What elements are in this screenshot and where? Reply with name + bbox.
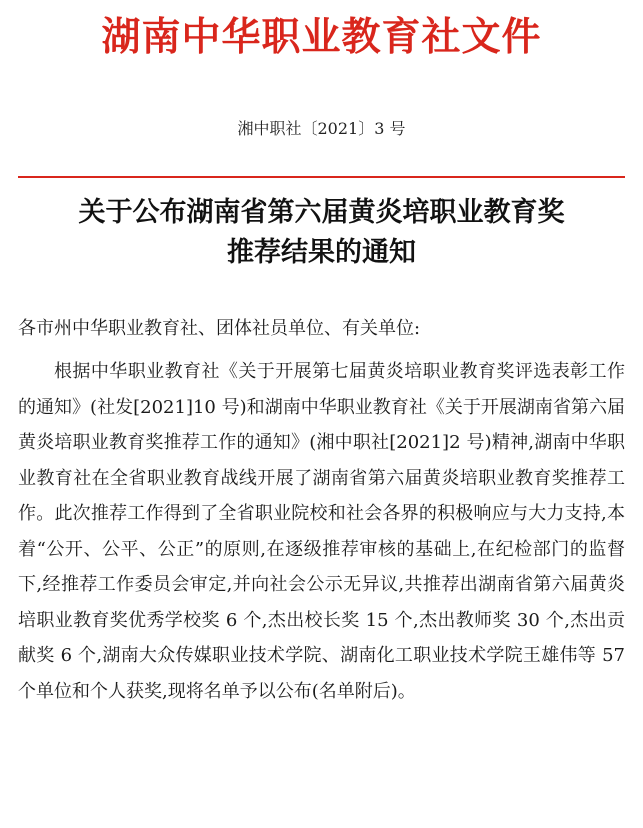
- red-separator-line: [18, 176, 625, 178]
- notice-title-line-1: 关于公布湖南省第六届黄炎培职业教育奖: [78, 197, 565, 228]
- notice-title-line-2: 推荐结果的通知: [227, 237, 416, 268]
- salutation: 各市州中华职业教育社、团体社员单位、有关单位:: [18, 318, 421, 339]
- notice-body-paragraph: 根据中华职业教育社《关于开展第七届黄炎培职业教育奖评选表彰工作的通知》(社发[2021]10 号)和湖南中华职业教育社《关于开展湖南省第六届黄炎培职业教育奖推荐工作的通知》(湘中职社[2021]2 号)精神,湖南中华职业教育社在全省职业教育战线开展了湖南省第六届黄炎培职业教育奖推荐工作。此次推荐工作得到了全省职业院校和社会各界的积极响应与大力支持,本着“公开、公平、公正”的原则,在逐级推荐审核的基础上,在纪检部门的监督下,经推荐工作委员会审定,并向社会公示无异议,共推荐出湖南省第六届黄炎培职业教育奖优秀学校奖 6 个,杰出校长奖 15 个,杰出教师奖 30 个,杰出贡献奖 6 个,湖南大众传媒职业技术学院、湖南化工职业技术学院王雄伟等 57 个单位和个人获奖,现将名单予以公布(名单附后)。: [18, 361, 625, 702]
- issuer-header-title: 湖南中华职业教育社文件: [101, 15, 542, 60]
- document-number: 湘中职社〔2021〕3 号: [237, 119, 406, 138]
- notice-title: [0, 193, 643, 273]
